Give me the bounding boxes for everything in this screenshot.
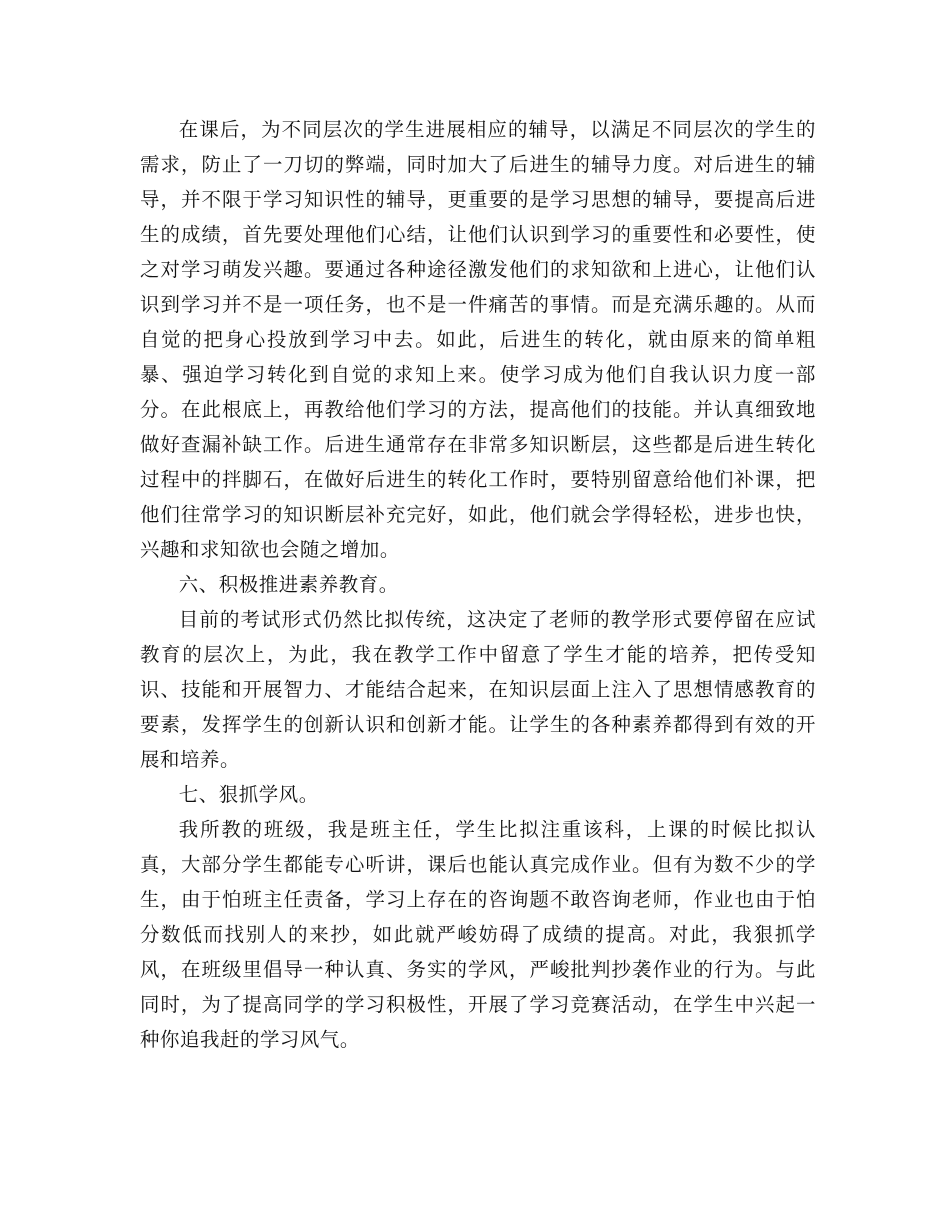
paragraph-tutoring: 在课后，为不同层次的学生进展相应的辅导，以满足不同层次的学生的需求，防止了一刀切的弊端，同时加大了后进生的辅导力度。对后进生的辅导，并不限于学习知识性的辅导，更重要的是学习思想的辅导，要提高后进生的成绩，首先要处理他们心结，让他们认识到学习的重要性和必要性，使之对学习萌发兴趣。要通过各种途径激发他们的求知欲和上进心，让他们认识到学习并不是一项任务，也不是一件痛苦的事情。而是充满乐趣的。从而自觉的把身心投放到学习中去。如此，后进生的转化，就由原来的简单粗暴、强迫学习转化到自觉的求知上来。使学习成为他们自我认识力度一部分。在此根底上，再教给他们学习的方法，提高他们的技能。并认真细致地做好查漏补缺工作。后进生通常存在非常多知识断层，这些都是后进生转化过程中的拌脚石，在做好后进生的转化工作时，要特别留意给他们补课，把他们往常学习的知识断层补充完好，如此，他们就会学得轻松，进步也快，兴趣和求知欲也会随之增加。 <box>140 118 816 561</box>
paragraph-quality-education: 目前的考试形式仍然比拟传统，这决定了老师的教学形式要停留在应试教育的层次上，为此，我在教学工作中留意了学生才能的培养，把传受知识、技能和开展智力、才能结合起来，在知识层面上注入了思想情感教育的要素，发挥学生的创新认识和创新才能。让学生的各种素养都得到有效的开展和培养。 <box>140 608 816 771</box>
heading-study-style: 七、狠抓学风。 <box>178 783 319 806</box>
paragraph-study-style: 我所教的班级，我是班主任，学生比拟注重该科，上课的时候比拟认真，大部分学生都能专心听讲，课后也能认真完成作业。但有为数不少的学生，由于怕班主任责备，学习上存在的咨询题不敢咨询老师，作业也由于怕分数低而找别人的来抄，如此就严峻妨碍了成绩的提高。对此，我狠抓学风，在班级里倡导一种认真、务实的学风，严峻批判抄袭作业的行为。与此同时，为了提高同学的学习积极性，开展了学习竞赛活动，在学生中兴起一种你追我赶的学习风气。 <box>140 818 816 1051</box>
heading-quality-education: 六、积极推进素养教育。 <box>178 573 399 596</box>
document-body <box>140 112 816 1057</box>
